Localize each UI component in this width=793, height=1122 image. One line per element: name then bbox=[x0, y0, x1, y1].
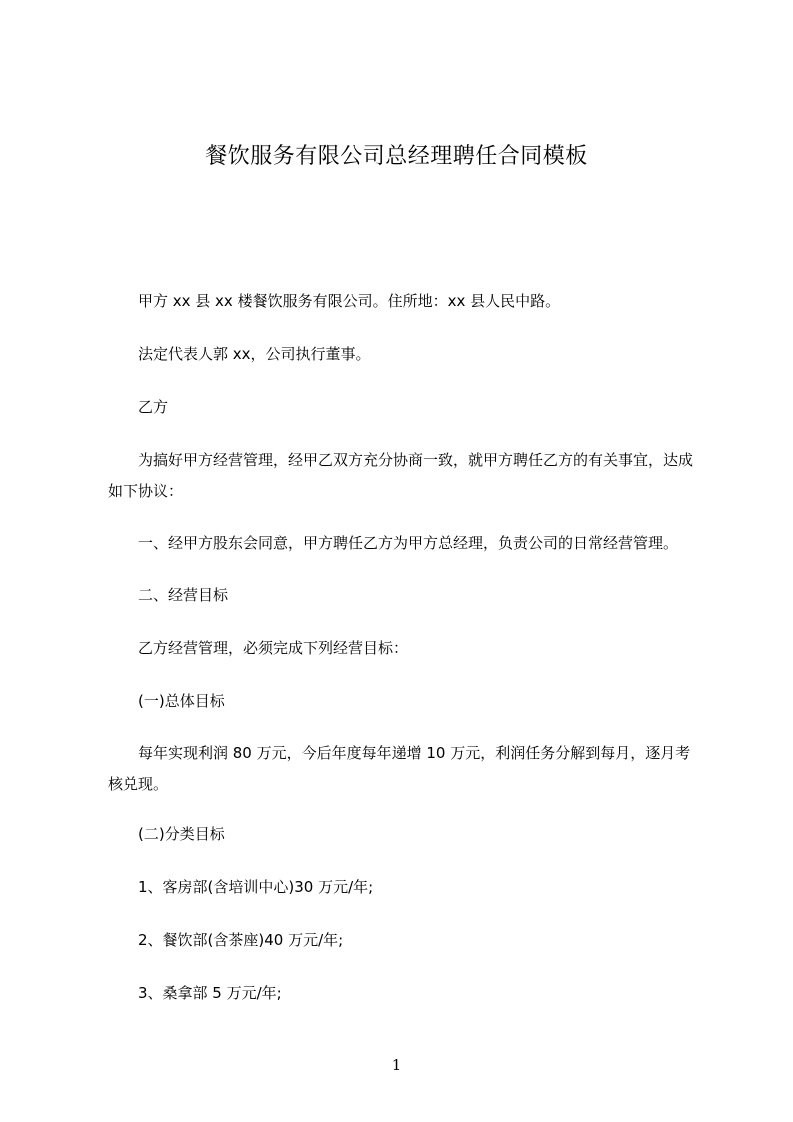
paragraph-target-rooms: 1、客房部(含培训中心)30 万元/年; bbox=[138, 878, 374, 896]
page-number: 1 bbox=[391, 1056, 402, 1074]
paragraph-overall-target-heading: (一)总体目标 bbox=[138, 692, 225, 710]
paragraph-clause-one: 一、经甲方股东会同意，甲方聘任乙方为甲方总经理，负责公司的日常经营管理。 bbox=[138, 534, 679, 552]
paragraph-target-sauna: 3、桑拿部 5 万元/年; bbox=[138, 984, 282, 1002]
paragraph-clause-two-heading: 二、经营目标 bbox=[138, 586, 229, 604]
paragraph-targets-intro: 乙方经营管理，必须完成下列经营目标： bbox=[138, 639, 409, 657]
paragraph-party-b: 乙方 bbox=[138, 398, 169, 416]
paragraph-target-dining: 2、餐饮部(含茶座)40 万元/年; bbox=[138, 931, 344, 949]
paragraph-category-target-heading: (二)分类目标 bbox=[138, 825, 225, 843]
paragraph-overall-target: 每年实现利润 80 万元，今后年度每年递增 10 万元，利润任务分解到每月，逐月考核兑现。 bbox=[108, 744, 691, 793]
paragraph-preamble: 为搞好甲方经营管理，经甲乙双方充分协商一致，就甲方聘任乙方的有关事宜，达成如下协议： bbox=[108, 451, 694, 500]
document-title: 餐饮服务有限公司总经理聘任合同模板 bbox=[205, 144, 588, 169]
paragraph-party-a: 甲方 xx 县 xx 楼餐饮服务有限公司。住所地：xx 县人民中路。 bbox=[138, 292, 561, 310]
paragraph-legal-representative: 法定代表人郭 xx，公司执行董事。 bbox=[138, 345, 371, 363]
